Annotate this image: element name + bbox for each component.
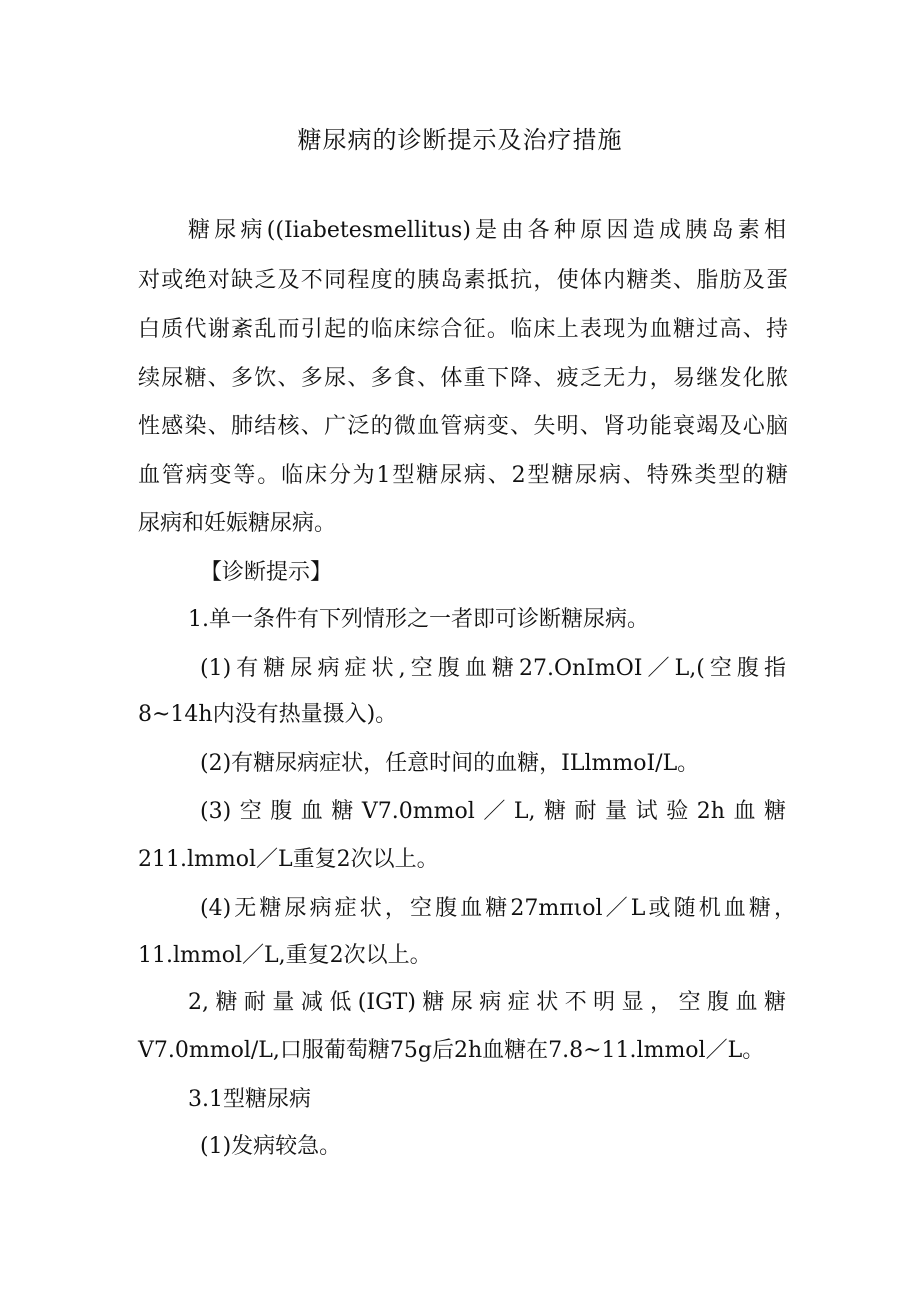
list-item: (2)有糖尿病症状，任意时间的血糖，ILlmmoI/L。 xyxy=(200,751,700,776)
list-item: 1.单一条件有下列情形之一者即可诊断糖尿病。 xyxy=(188,607,649,632)
subsection-heading: 3.1型糖尿病 xyxy=(188,1087,311,1112)
paragraph-line: 对或绝对缺乏及不同程度的胰岛素抵抗，使体内糖类、脂肪及蛋 xyxy=(138,268,788,293)
list-item-continuation: 211.lmmol／L重复2次以上。 xyxy=(138,847,439,872)
list-item: (3)空腹血糖V7.0mmol／L,糖耐量试验2h血糖 xyxy=(200,799,786,824)
paragraph-line: 糖尿病((Iiabetesmellitus)是由各种原因造成胰岛素相 xyxy=(188,218,786,243)
list-item: (1)有糖尿病症状,空腹血糖27.OnImOI／L,(空腹指 xyxy=(200,656,786,681)
paragraph-line: 性感染、肺结核、广泛的微血管病变、失明、肾功能衰竭及心脑 xyxy=(138,414,788,439)
section-heading: 【诊断提示】 xyxy=(200,560,333,585)
list-item: 2,糖耐量减低(IGT)糖尿病症状不明显，空腹血糖 xyxy=(188,990,786,1015)
list-item: (1)发病较急。 xyxy=(200,1134,342,1159)
paragraph-line: 尿病和妊娠糖尿病。 xyxy=(138,511,337,536)
document-title: 糖尿病的诊断提示及治疗措施 xyxy=(297,126,623,154)
list-item: (4)无糖尿病症状，空腹血糖27mπιol／L或随机血糖， xyxy=(200,896,796,921)
paragraph-line: 续尿糖、多饮、多尿、多食、体重下降、疲乏无力，易继发化脓 xyxy=(138,366,788,391)
paragraph-line: 血管病变等。临床分为1型糖尿病、2型糖尿病、特殊类型的糖 xyxy=(138,463,788,488)
list-item-continuation: V7.0mmol/L,口服葡萄糖75g后2h血糖在7.8~11.lmmol／L。 xyxy=(138,1038,765,1063)
list-item-continuation: 8~14h内没有热量摄入)。 xyxy=(138,702,398,727)
list-item-continuation: 11.lmmol／L,重复2次以上。 xyxy=(138,943,432,968)
paragraph-line: 白质代谢紊乱而引起的临床综合征。临床上表现为血糖过高、持 xyxy=(138,317,788,342)
